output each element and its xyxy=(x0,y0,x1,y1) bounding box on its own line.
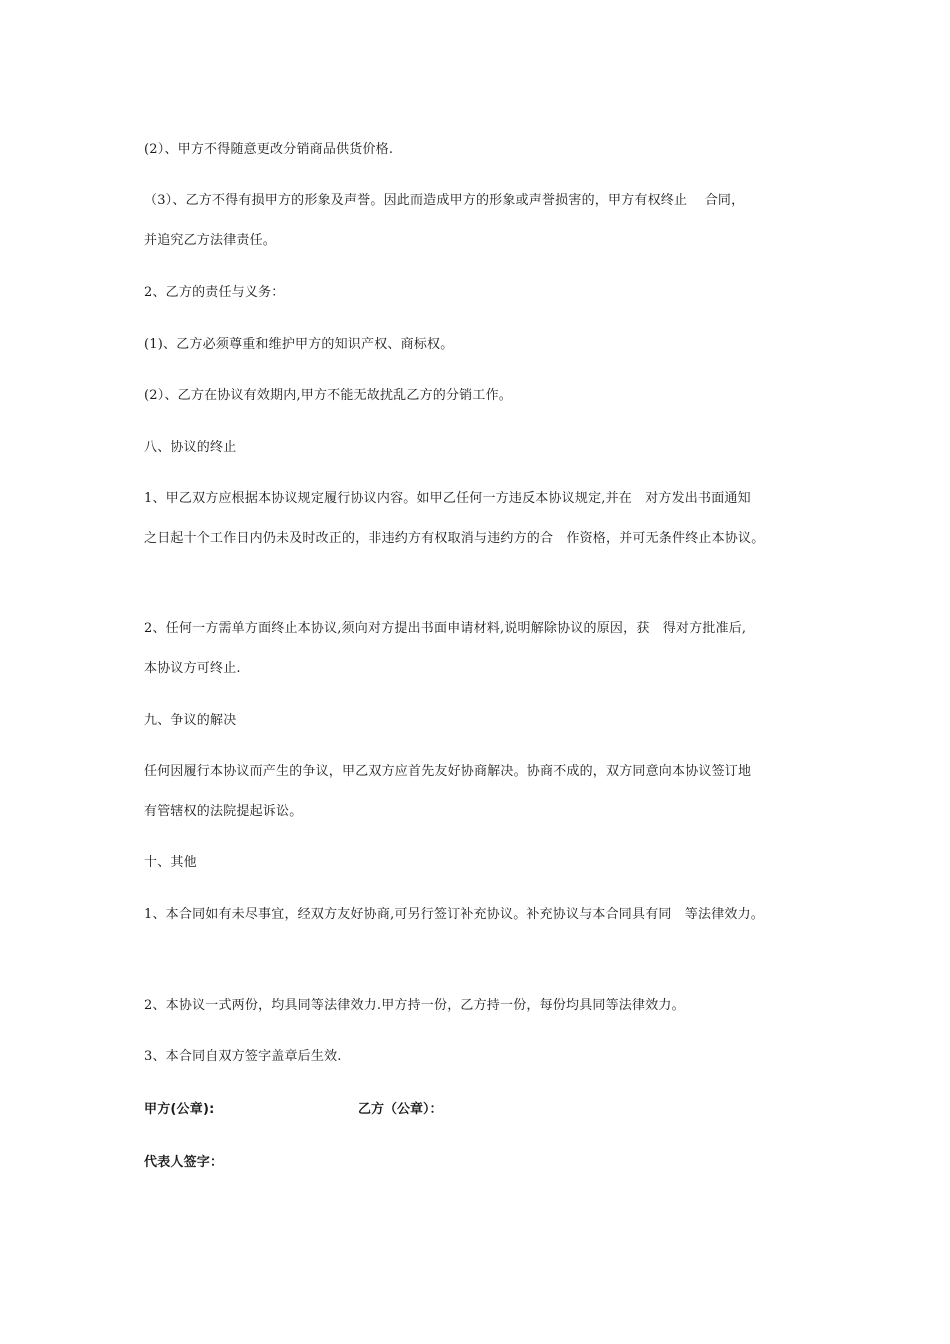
section-heading-disputes: 九、争议的解决 xyxy=(144,713,237,728)
clause-line-16: 1、本合同如有未尽事宜，经双方友好协商,可另行签订补充协议。补充协议与本合同具有同 等法律效力。 xyxy=(144,907,765,922)
clause-line-11: 本协议方可终止. xyxy=(144,661,241,676)
clause-line-14: 有管辖权的法院提起诉讼。 xyxy=(144,804,303,819)
section-heading-termination: 八、协议的终止 xyxy=(144,440,237,455)
clause-line-13: 任何因履行本协议而产生的争议，甲乙双方应首先友好协商解决。协商不成的，双方同意向本协议签订地 xyxy=(144,764,752,779)
clause-line-10: 2、任何一方需单方面终止本协议,须向对方提出书面申请材料,说明解除协议的原因，获 得对方批准后, xyxy=(144,621,747,636)
section-heading-other: 十、其他 xyxy=(144,855,197,870)
party-b-seal-label: 乙方（公章）： xyxy=(358,1102,443,1117)
clause-line-8: 1、甲乙双方应根据本协议规定履行协议内容。如甲乙任何一方违反本协议规定,并在 对方发出书面通知 xyxy=(144,491,751,506)
clause-line-18: 3、本合同自双方签字盖章后生效. xyxy=(144,1049,342,1064)
clause-line-1: (2）、甲方不得随意更改分销商品供货价格. xyxy=(144,142,394,157)
representative-signature-label: 代表人签字： xyxy=(144,1155,224,1170)
clause-line-2: （3）、乙方不得有损甲方的形象及声誉。因此而造成甲方的形象或声誉损害的，甲方有权终止 合同， xyxy=(144,193,745,208)
clause-line-5: (1)、乙方必须尊重和维护甲方的知识产权、商标权。 xyxy=(144,337,454,352)
clause-line-3: 并追究乙方法律责任。 xyxy=(144,233,277,248)
clause-line-6: (2）、乙方在协议有效期内,甲方不能无故扰乱乙方的分销工作。 xyxy=(144,388,512,403)
clause-line-9: 之日起十个工作日内仍未及时改正的，非违约方有权取消与违约方的合 作资格，并可无条件终止本协议。 xyxy=(144,531,765,546)
party-a-seal-label: 甲方(公章): xyxy=(144,1102,215,1117)
clause-line-17: 2、本协议一式两份，均具同等法律效力.甲方持一份，乙方持一份，每份均具同等法律效力。 xyxy=(144,998,685,1013)
clause-line-4: 2、乙方的责任与义务： xyxy=(144,285,285,300)
